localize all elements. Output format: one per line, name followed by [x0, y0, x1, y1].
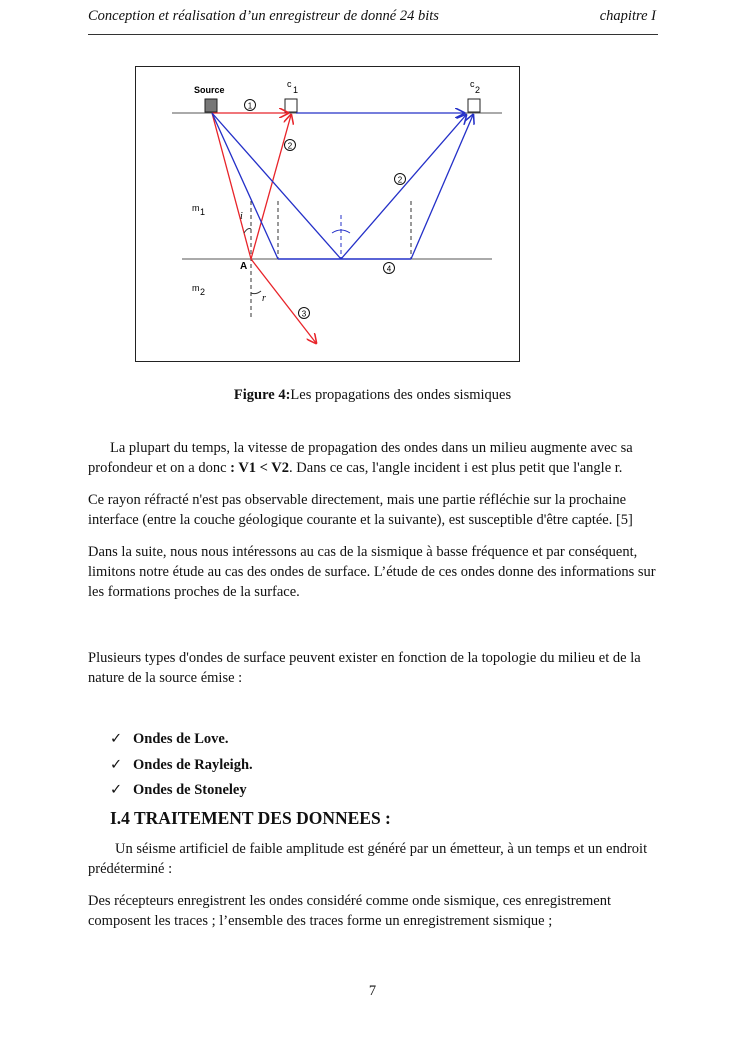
paragraph-1-text-end: . Dans ce cas, l'angle incident i est plus petit que l'angle r.	[289, 460, 623, 476]
angle-r-label: r	[262, 293, 266, 304]
angle-i-label: i	[240, 211, 243, 222]
paragraph-2: Ce rayon réfracté n'est pas observable directement, mais une partie réfléchie sur la prochaine interface (entre la couche géologique courante et la suivante), est susceptible d'être captée. [5]	[88, 492, 633, 528]
paragraph-4: Plusieurs types d'ondes de surface peuvent exister en fonction de la topologie du milieu et de la nature de la source émise :	[88, 650, 641, 686]
paragraph-1	[88, 438, 658, 478]
ray2a-label: 2	[287, 141, 293, 151]
m2-subscript: 2	[200, 287, 206, 297]
checkmark-icon: ✓	[110, 731, 123, 747]
section-title: I.4 TRAITEMENT DES DONNEES :	[110, 808, 391, 828]
angle-i-arc	[244, 229, 251, 234]
refracted-ray	[251, 259, 316, 343]
document-title: Conception et réalisation d’un enregistreur de donné 24 bits	[88, 8, 439, 24]
point-a-label: A	[240, 261, 248, 272]
chapter-label: chapitre I	[599, 8, 656, 24]
list-item	[110, 757, 253, 783]
page-number: 7	[368, 983, 377, 999]
list-item-text: Ondes de Stoneley	[133, 782, 247, 798]
receiver-c1-marker	[285, 99, 297, 112]
ray2b-label: 2	[397, 175, 403, 185]
checkmark-icon: ✓	[110, 782, 123, 798]
m2-label: m	[192, 283, 200, 293]
figure-caption-label: Figure 4:	[233, 387, 291, 403]
c2-subscript: 2	[475, 85, 481, 95]
propagation-diagram	[136, 67, 521, 363]
reflected-ray	[251, 115, 291, 259]
ray1-label: 1	[247, 101, 253, 111]
ray4-label: 4	[386, 264, 392, 274]
page-header	[88, 6, 658, 35]
seismic-propagation-figure	[135, 66, 520, 362]
paragraph-3: Dans la suite, nous nous intéressons au cas de la sismique à basse fréquence et par conséquent, limitons notre étude au cas des ondes de surface. L’étude de ces ondes donne des informations sur les formations proches de la surface.	[88, 544, 656, 600]
receiver-c2-marker	[468, 99, 480, 112]
source-label: Source	[194, 85, 225, 95]
m1-subscript: 1	[200, 207, 206, 217]
angle-r-arc	[251, 291, 261, 294]
ray3-label: 3	[301, 309, 307, 319]
c1-label: c	[287, 79, 292, 89]
c2-label: c	[470, 79, 475, 89]
m1-label: m	[192, 203, 200, 213]
list-item-text: Ondes de Rayleigh.	[133, 756, 253, 773]
figure-caption	[0, 387, 745, 404]
c1-subscript: 1	[293, 85, 299, 95]
list-item	[110, 731, 253, 757]
paragraph-1-text: La plupart du temps, la vitesse de propagation des ondes dans un milieu augmente avec sa profondeur et on a donc	[88, 440, 633, 476]
paragraph-6: Des récepteurs enregistrent les ondes considéré comme onde sismique, ces enregistrement composent les traces ; l’ensemble des traces forme un enregistrement sismique ;	[88, 893, 612, 929]
checkmark-icon: ✓	[110, 756, 123, 773]
reflection-ray-up	[341, 115, 466, 259]
list-item	[110, 782, 253, 808]
list-item-text: Ondes de Love.	[133, 731, 229, 747]
source-marker	[205, 99, 217, 112]
head-wave-up	[411, 115, 473, 259]
figure-caption-text: Les propagations des ondes sismiques	[290, 387, 512, 403]
surface-wave-list	[110, 731, 253, 808]
paragraph-1-inequality: : V1 < V2	[226, 460, 290, 476]
paragraph-5: Un séisme artificiel de faible amplitude est généré par un émetteur, à un temps et un endroit prédéterminé :	[88, 841, 648, 877]
